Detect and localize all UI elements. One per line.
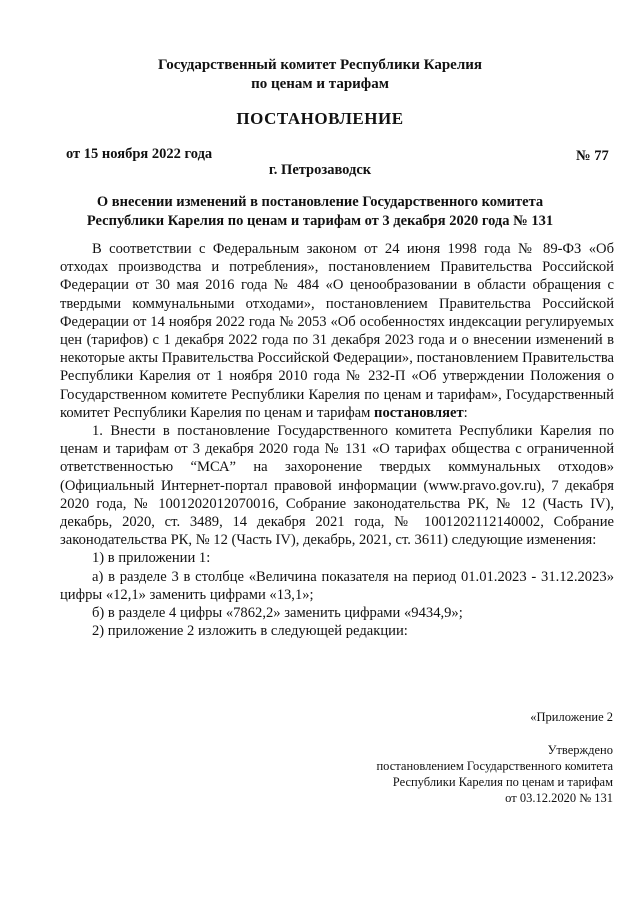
document-city: г. Петрозаводск — [268, 162, 372, 178]
subject-line-2: Республики Карелия по ценам и тарифам от 3 декабря 2020 года № 131 — [86, 213, 554, 229]
organization-line-1: Государственный комитет Республики Карелия — [158, 57, 482, 73]
sub-item-1b: б) в разделе 4 цифры «7862,2» заменить цифрами «9434,9»; — [92, 605, 463, 622]
appendix-label: «Приложение 2 — [530, 710, 613, 724]
item-1-paragraph: 1. Внести в постановление Государственного комитета Республики Карелия по ценам и тарифам от 3 декабря 2020 года № 131 «О тарифах общества с ограниченной ответственностью “МСА” на захоронение твердых коммунальных отходов» (Официальный Интернет-портал правовой информации (www.pravo.gov.ru), 7 декабря 2020 года, № 1001202012070016, Собрание законодательства РК, № 12 (Часть IV), декабрь, 2020, ст. 3489, 14 декабря 2021 года, № 1001202112140002, Собрание законодательства РК, № 12 (Часть IV), декабрь, 2021, ст. 3611) следующие изменения: — [60, 423, 614, 549]
document-number: № 77 — [576, 148, 609, 164]
document-subject — [0, 193, 640, 231]
resolves-word: постановляет — [374, 404, 464, 421]
approved-line-1: Утверждено — [547, 743, 613, 757]
preamble-text: В соответствии с Федеральным законом от 24 июня 1998 года № 89-ФЗ «Об отходах производства и потребления», постановлением Правительства Российской Федерации от 30 мая 2016 года № 484 «О ценообразовании в области обращения с твердыми коммунальными отходами», постановлением Правительства Российской Федерации от 14 ноября 2022 года № 2053 «Об особенностях индексации регулируемых цен (тарифов) с 1 декабря 2022 года по 31 декабря 2023 года и о внесении изменений в некоторые акты Правительства Российской Федерации», постановлением Правительства Республики Карелия от 1 ноября 2010 года № 232-П «Об утверждении Положения о Государственном комитете Республики Карелия по ценам и тарифам», Государственный комитет Республики Карелия по ценам и тарифам — [60, 241, 614, 421]
approved-line-2: постановлением Государственного комитета — [376, 759, 613, 773]
approved-line-4: от 03.12.2020 № 131 — [505, 791, 613, 805]
document-date: от 15 ноября 2022 года — [66, 146, 213, 162]
organization-line-2: по ценам и тарифам — [251, 76, 389, 92]
organization-header — [0, 56, 640, 94]
preamble-paragraph: В соответствии с Федеральным законом от 24 июня 1998 года № 89-ФЗ «Об отходах производства и потребления», постановлением Правительства Российской Федерации от 30 мая 2016 года № 484 «О ценообразовании в области обращения с твердыми коммунальными отходами», постановлением Правительства Российской Федерации от 14 ноября 2022 года № 2053 «Об особенностях индексации регулируемых цен (тарифов) с 1 декабря 2022 года по 31 декабря 2023 года и о внесении изменений в некоторые акты Правительства Российской Федерации», постановлением Правительства Республики Карелия от 1 ноября 2010 года № 232-П «Об утверждении Положения о Государственном комитете Республики Карелия по ценам и тарифам», Государственный комитет Республики Карелия по ценам и тарифам постановляет: — [60, 241, 614, 421]
approved-block — [376, 742, 613, 806]
document-body — [60, 240, 614, 640]
sub-item-1: 1) в приложении 1: — [92, 550, 211, 567]
document-type: ПОСТАНОВЛЕНИЕ — [236, 109, 404, 128]
sub-item-1a: а) в разделе 3 в столбце «Величина показателя на период 01.01.2023 - 31.12.2023» цифры «12,1» заменить цифрами «13,1»; — [60, 568, 614, 603]
subject-line-1: О внесении изменений в постановление Государственного комитета — [96, 194, 544, 210]
approved-line-3: Республики Карелия по ценам и тарифам — [392, 775, 613, 789]
sub-item-2: 2) приложение 2 изложить в следующей редакции: — [92, 623, 408, 640]
